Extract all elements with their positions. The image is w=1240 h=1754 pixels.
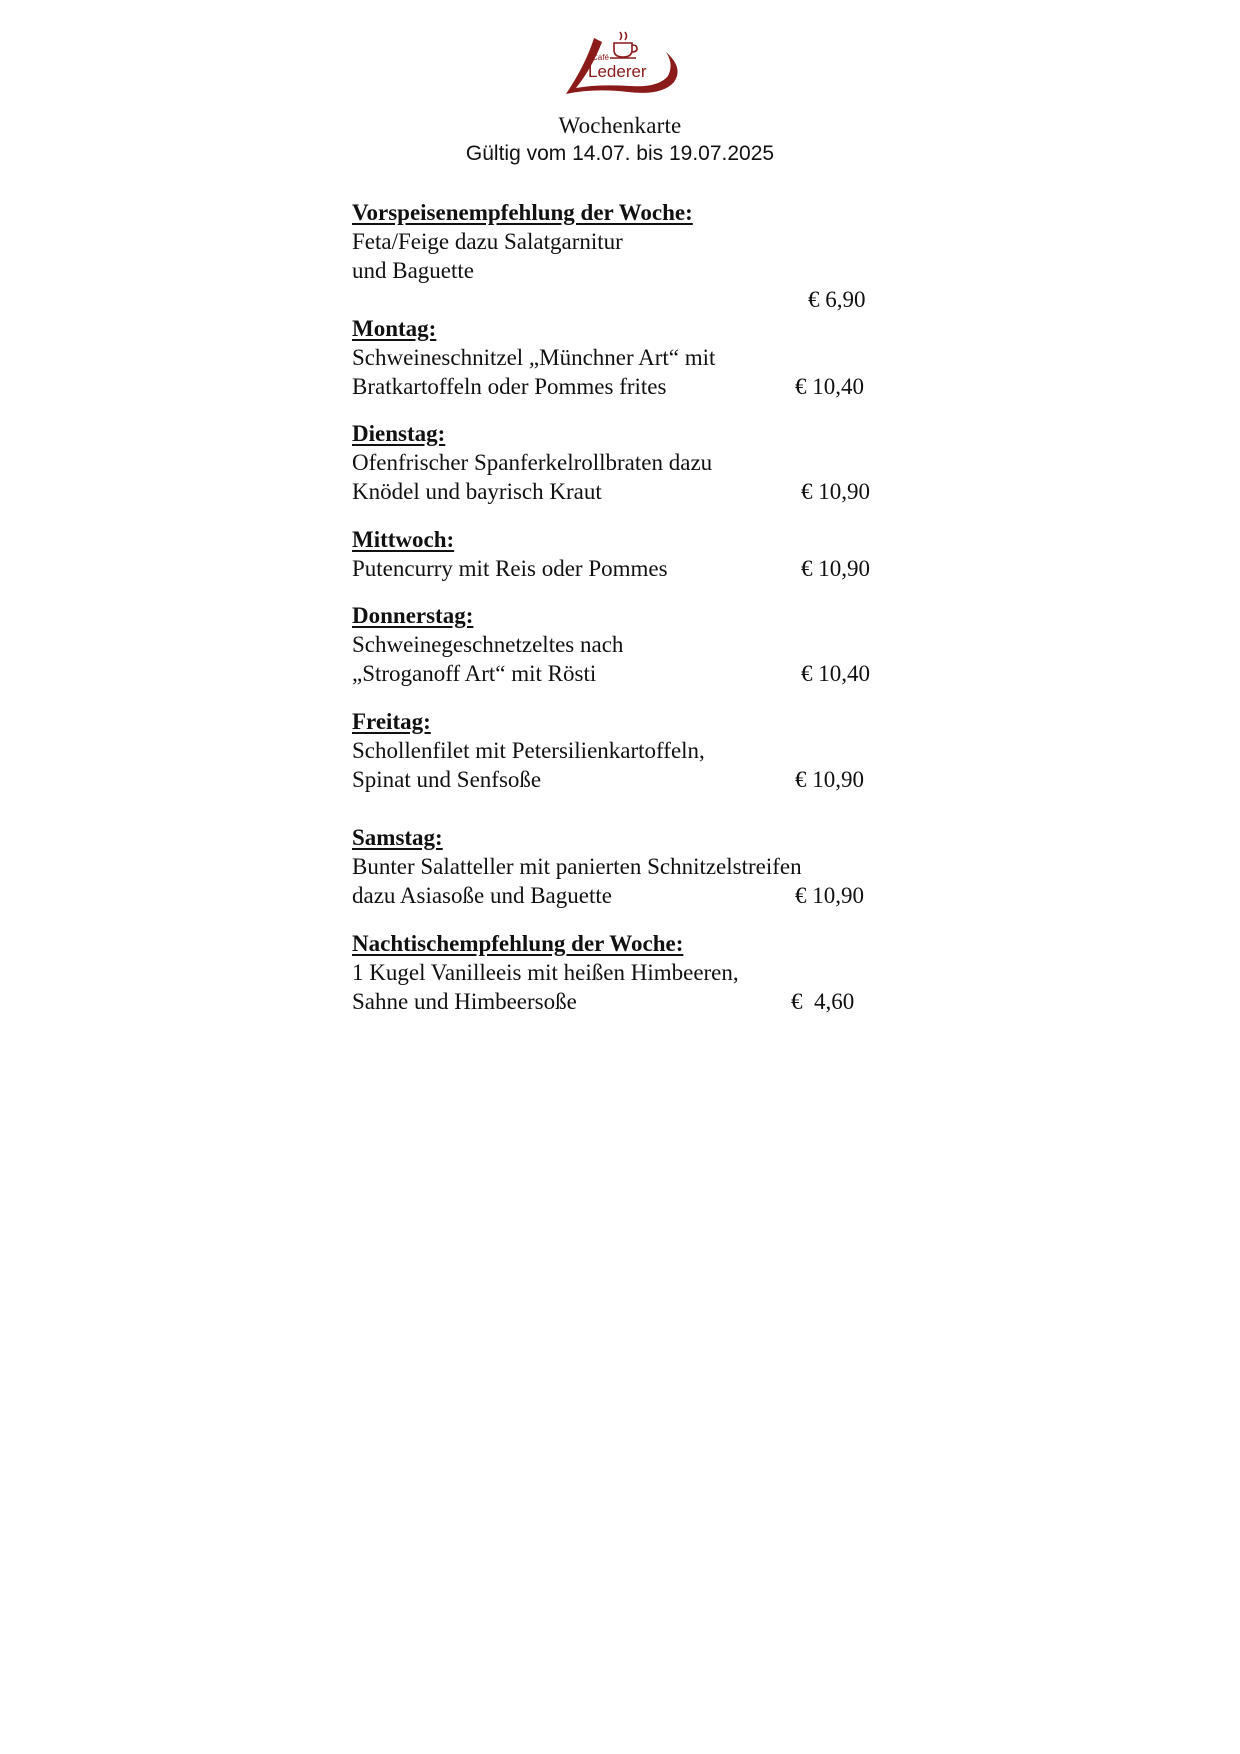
validity-period: Gültig vom 14.07. bis 19.07.2025: [465, 142, 775, 165]
price: € 10,90: [801, 479, 870, 504]
dish-line: Schweineschnitzel „Münchner Art“ mit: [352, 345, 716, 370]
section-heading-dessert: Nachtischempfehlung der Woche:: [352, 931, 684, 956]
price: € 4,60: [791, 989, 855, 1014]
dish-line: „Stroganoff Art“ mit Rösti: [352, 661, 597, 686]
logo-small-text: Café: [592, 53, 609, 62]
menu-title: Wochenkarte: [558, 113, 682, 138]
price: € 10,90: [795, 883, 864, 908]
dish-line: Knödel und bayrisch Kraut: [352, 479, 602, 504]
section-heading-friday: Freitag:: [352, 709, 431, 734]
dish-line: dazu Asiasoße und Baguette: [352, 883, 612, 908]
price: € 10,40: [795, 374, 864, 399]
dish-line: Schollenfilet mit Petersilienkartoffeln,: [352, 738, 705, 763]
dish-line: Bunter Salatteller mit panierten Schnitzelstreifen: [352, 854, 802, 879]
section-heading-thursday: Donnerstag:: [352, 603, 474, 628]
section-heading-wednesday: Mittwoch:: [352, 527, 455, 552]
dish-line: und Baguette: [352, 258, 474, 283]
dish-line: 1 Kugel Vanilleeis mit heißen Himbeeren,: [352, 960, 739, 985]
section-heading-saturday: Samstag:: [352, 825, 443, 850]
price: € 6,90: [808, 287, 866, 312]
dish-line: Feta/Feige dazu Salatgarnitur: [352, 229, 623, 254]
price: € 10,40: [801, 661, 870, 686]
section-heading-tuesday: Dienstag:: [352, 421, 446, 446]
dish-line: Sahne und Himbeersoße: [352, 989, 577, 1014]
dish-line: Ofenfrischer Spanferkelrollbraten dazu: [352, 450, 713, 475]
dish-line: Bratkartoffeln oder Pommes frites: [352, 374, 667, 399]
section-heading-starter: Vorspeisenempfehlung der Woche:: [352, 200, 693, 225]
section-heading-monday: Montag:: [352, 316, 437, 341]
dish-line: Schweinegeschnetzeltes nach: [352, 632, 624, 657]
price: € 10,90: [801, 556, 870, 581]
price: € 10,90: [795, 767, 864, 792]
logo-name-text: Lederer: [588, 62, 647, 81]
dish-line: Putencurry mit Reis oder Pommes: [352, 556, 668, 581]
dish-line: Spinat und Senfsoße: [352, 767, 542, 792]
